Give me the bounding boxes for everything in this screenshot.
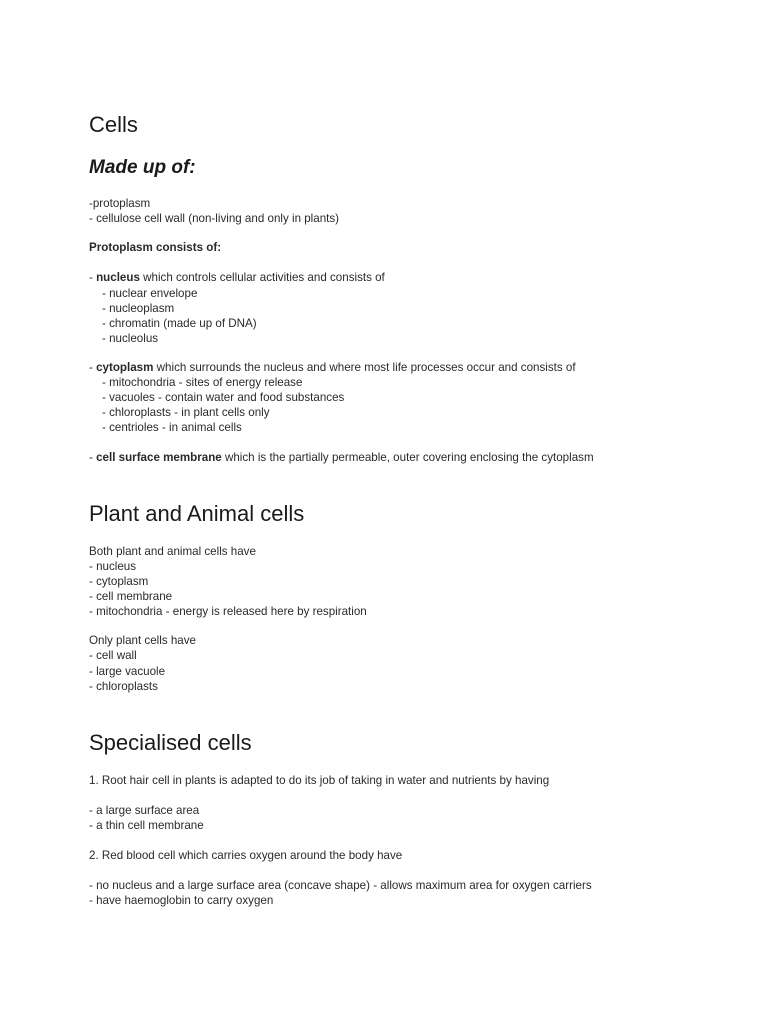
- cytoplasm-line: [89, 360, 576, 375]
- red-blood-cell-intro: 2. Red blood cell which carries oxygen around the body have: [89, 849, 403, 862]
- nucleus-item: - nucleolus: [102, 332, 159, 345]
- nucleus-line: [89, 270, 385, 285]
- heading-plant-animal-cells: Plant and Animal cells: [89, 501, 305, 526]
- cytoplasm-item: - centrioles - in animal cells: [102, 421, 242, 434]
- membrane-line: [89, 450, 594, 465]
- plant-item: - chloroplasts: [89, 680, 158, 693]
- nucleus-item: - nucleoplasm: [102, 302, 175, 315]
- plant-item: - large vacuole: [89, 665, 166, 678]
- red-blood-cell-item: - have haemoglobin to carry oxygen: [89, 894, 274, 907]
- both-item: - cell membrane: [89, 590, 173, 603]
- cytoplasm-item: - mitochondria - sites of energy release: [102, 376, 303, 389]
- root-hair-item: - a large surface area: [89, 804, 200, 817]
- bullet-prefix: -: [89, 271, 97, 284]
- protoplasm-heading: Protoplasm consists of:: [89, 241, 222, 254]
- cytoplasm-description: which surrounds the nucleus and where most life processes occur and consists of: [153, 361, 576, 374]
- root-hair-intro: 1. Root hair cell in plants is adapted to do its job of taking in water and nutrients by having: [89, 774, 550, 787]
- made-up-item: - cellulose cell wall (non-living and only in plants): [89, 212, 340, 225]
- term-cell-surface-membrane: cell surface membrane: [96, 451, 222, 464]
- nucleus-description: which controls cellular activities and consists of: [139, 271, 385, 284]
- heading-specialised-cells: Specialised cells: [89, 730, 252, 755]
- bullet-prefix: -: [89, 361, 97, 374]
- made-up-item: -protoplasm: [89, 197, 151, 210]
- both-item: - mitochondria - energy is released here by respiration: [89, 605, 367, 618]
- red-blood-cell-item: - no nucleus and a large surface area (concave shape) - allows maximum area for oxygen carriers: [89, 879, 592, 892]
- root-hair-item: - a thin cell membrane: [89, 819, 204, 832]
- both-item: - cytoplasm: [89, 575, 149, 588]
- nucleus-item: - chromatin (made up of DNA): [102, 317, 257, 330]
- membrane-description: which is the partially permeable, outer covering enclosing the cytoplasm: [221, 451, 594, 464]
- term-cytoplasm: cytoplasm: [96, 361, 154, 374]
- nucleus-item: - nuclear envelope: [102, 287, 198, 300]
- subheading-made-up-of: Made up of:: [89, 157, 196, 178]
- cytoplasm-item: - vacuoles - contain water and food substances: [102, 391, 345, 404]
- term-nucleus: nucleus: [96, 271, 140, 284]
- heading-cells: Cells: [89, 112, 138, 137]
- both-item: - nucleus: [89, 560, 137, 573]
- plant-item: - cell wall: [89, 649, 137, 662]
- cytoplasm-item: - chloroplasts - in plant cells only: [102, 406, 270, 419]
- both-intro: Both plant and animal cells have: [89, 545, 256, 558]
- plant-intro: Only plant cells have: [89, 634, 196, 647]
- bullet-prefix: -: [89, 451, 97, 464]
